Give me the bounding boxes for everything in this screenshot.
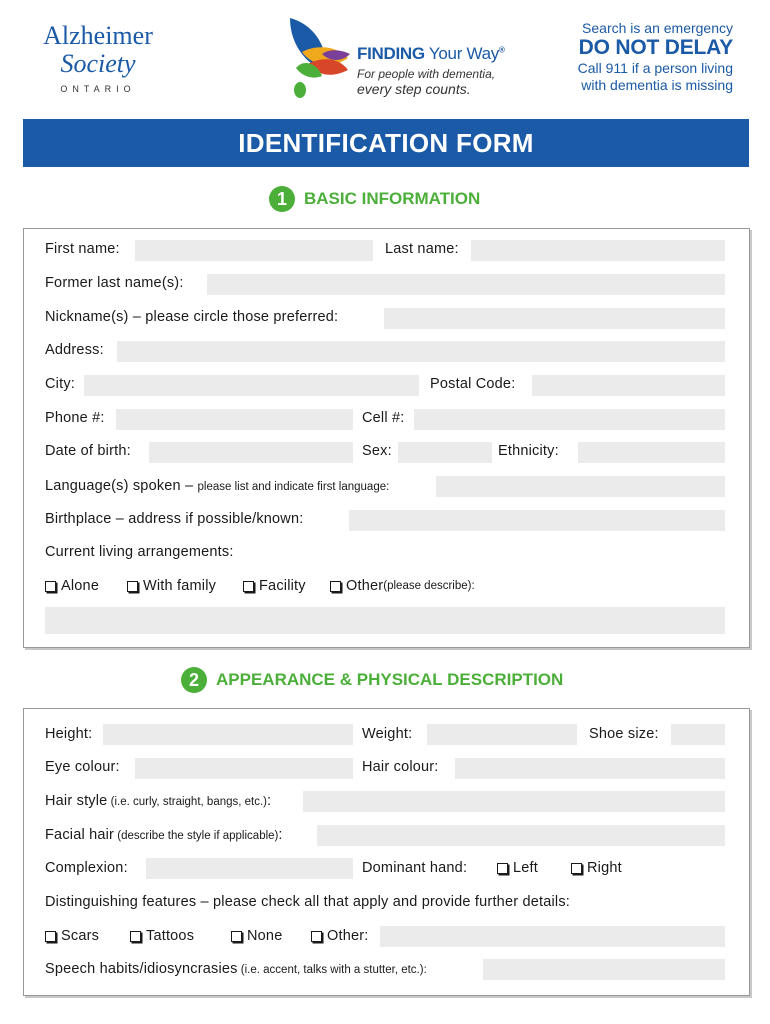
facial-hair-note: (describe the style if applicable) [114, 830, 279, 842]
ethnicity-field[interactable] [578, 442, 725, 463]
speech-habits-field[interactable] [483, 959, 725, 980]
height-field[interactable] [103, 724, 353, 745]
distinguishing-features-label: Distinguishing features – please check all that apply and provide further details: [45, 894, 571, 910]
height-label: Height: [45, 726, 93, 742]
language-label [45, 478, 389, 494]
alert-line3: Call 911 if a person living [577, 60, 733, 76]
hair-style-field[interactable] [303, 791, 725, 812]
sex-label: Sex: [362, 443, 392, 459]
facial-hair-colon: : [278, 827, 283, 843]
alert-line2: DO NOT DELAY [578, 36, 733, 59]
dominant-hand-label: Dominant hand: [362, 860, 468, 876]
section2-heading [181, 667, 563, 693]
org-name-line1: Alzheimer [43, 21, 153, 50]
address-label: Address: [45, 342, 104, 358]
weight-field[interactable] [427, 724, 577, 745]
checkbox-icon[interactable] [311, 931, 322, 942]
cell-label: Cell #: [362, 410, 405, 426]
feature-scars-label: Scars [61, 928, 100, 944]
hair-style-label-text: Hair style [45, 793, 108, 809]
date-of-birth-label: Date of birth: [45, 443, 131, 459]
living-alone-label: Alone [61, 578, 100, 594]
hand-left-label: Left [513, 860, 538, 876]
program-yourway: Your Way [424, 44, 499, 63]
sex-field[interactable] [398, 442, 492, 463]
first-name-field[interactable] [135, 240, 373, 261]
nicknames-field[interactable] [384, 308, 725, 329]
facial-hair-label [45, 827, 283, 843]
living-alone-option[interactable] [45, 578, 99, 594]
form-title-banner: IDENTIFICATION FORM [23, 119, 749, 167]
section1-title: BASIC INFORMATION [304, 189, 481, 208]
language-field[interactable] [436, 476, 725, 497]
alert-line1: Search is an emergency [582, 20, 733, 36]
eye-colour-field[interactable] [135, 758, 353, 779]
facial-hair-field[interactable] [317, 825, 725, 846]
checkbox-icon[interactable] [243, 581, 254, 592]
hand-right-option[interactable] [571, 860, 622, 876]
section2-number: 2 [181, 667, 207, 693]
section1-heading [269, 186, 480, 212]
checkbox-icon[interactable] [45, 931, 56, 942]
feature-tattoos-option[interactable] [130, 928, 194, 944]
living-facility-option[interactable] [243, 578, 306, 594]
feature-other-field[interactable] [380, 926, 725, 947]
birthplace-label: Birthplace – address if possible/known: [45, 511, 304, 527]
complexion-label: Complexion: [45, 860, 128, 876]
speech-habits-label [45, 961, 427, 977]
alert-line4: with dementia is missing [581, 77, 733, 93]
hair-colour-label: Hair colour: [362, 759, 439, 775]
hand-left-option[interactable] [497, 860, 538, 876]
feature-scars-option[interactable] [45, 928, 99, 944]
speech-habits-label-text: Speech habits/idiosyncrasies [45, 961, 238, 977]
program-tagline2: every step counts. [357, 81, 471, 97]
postal-code-field[interactable] [532, 375, 725, 396]
hair-style-label [45, 793, 271, 809]
checkbox-icon[interactable] [571, 863, 582, 874]
checkbox-icon[interactable] [330, 581, 341, 592]
birthplace-field[interactable] [349, 510, 725, 531]
shoe-size-label: Shoe size: [589, 726, 659, 742]
living-other-note: (please describe): [383, 580, 475, 592]
living-family-label: With family [143, 578, 217, 594]
weight-label: Weight: [362, 726, 413, 742]
section1-number: 1 [269, 186, 295, 212]
living-arrangements-label: Current living arrangements: [45, 544, 234, 560]
feature-tattoos-label: Tattoos [146, 928, 195, 944]
checkbox-icon[interactable] [45, 581, 56, 592]
living-other-description-field[interactable] [45, 607, 725, 634]
program-name [357, 44, 505, 64]
living-other-label: Other [346, 578, 384, 594]
finding-your-way-leaf-icon [282, 14, 362, 100]
feature-none-option[interactable] [231, 928, 282, 944]
feature-none-label: None [247, 928, 283, 944]
checkbox-icon[interactable] [497, 863, 508, 874]
ethnicity-label: Ethnicity: [498, 443, 559, 459]
language-label-text: Language(s) spoken – [45, 478, 198, 494]
postal-code-label: Postal Code: [430, 376, 516, 392]
section2-title: APPEARANCE & PHYSICAL DESCRIPTION [216, 670, 564, 689]
feature-other-label: Other: [327, 928, 369, 944]
complexion-field[interactable] [146, 858, 353, 879]
hair-style-note: (i.e. curly, straight, bangs, etc.) [107, 796, 268, 808]
checkbox-icon[interactable] [130, 931, 141, 942]
registered-mark: ® [498, 45, 505, 55]
former-last-name-label: Former last name(s): [45, 275, 184, 291]
page-header [0, 0, 770, 115]
last-name-label: Last name: [385, 241, 459, 257]
living-family-option[interactable] [127, 578, 216, 594]
language-note: please list and indicate first language: [197, 481, 390, 493]
last-name-field[interactable] [471, 240, 725, 261]
program-finding: FINDING [357, 44, 425, 63]
program-tagline1: For people with dementia, [357, 67, 496, 81]
phone-label: Phone #: [45, 410, 105, 426]
hair-colour-field[interactable] [455, 758, 725, 779]
nicknames-label: Nickname(s) – please circle those preferred: [45, 309, 339, 325]
cell-field[interactable] [414, 409, 725, 430]
date-of-birth-field[interactable] [149, 442, 353, 463]
former-last-name-field[interactable] [207, 274, 725, 295]
alzheimer-society-logo [28, 22, 168, 94]
living-facility-label: Facility [259, 578, 306, 594]
city-field[interactable] [84, 375, 419, 396]
eye-colour-label: Eye colour: [45, 759, 120, 775]
feature-other-option[interactable] [311, 928, 369, 944]
org-name-line2: Society [60, 49, 136, 78]
org-name-line3: ONTARIO [60, 84, 136, 94]
appearance-box [23, 708, 750, 996]
living-other-option[interactable] [330, 578, 475, 594]
facial-hair-label-text: Facial hair [45, 827, 115, 843]
address-field[interactable] [117, 341, 725, 362]
hand-right-label: Right [587, 860, 622, 876]
first-name-label: First name: [45, 241, 120, 257]
city-label: City: [45, 376, 75, 392]
speech-habits-note: (i.e. accent, talks with a stutter, etc.): [237, 964, 427, 976]
emergency-notice [578, 20, 733, 94]
hair-style-colon: : [267, 793, 272, 809]
phone-field[interactable] [116, 409, 353, 430]
checkbox-icon[interactable] [231, 931, 242, 942]
finding-your-way-program [357, 44, 505, 97]
shoe-size-field[interactable] [671, 724, 725, 745]
checkbox-icon[interactable] [127, 581, 138, 592]
